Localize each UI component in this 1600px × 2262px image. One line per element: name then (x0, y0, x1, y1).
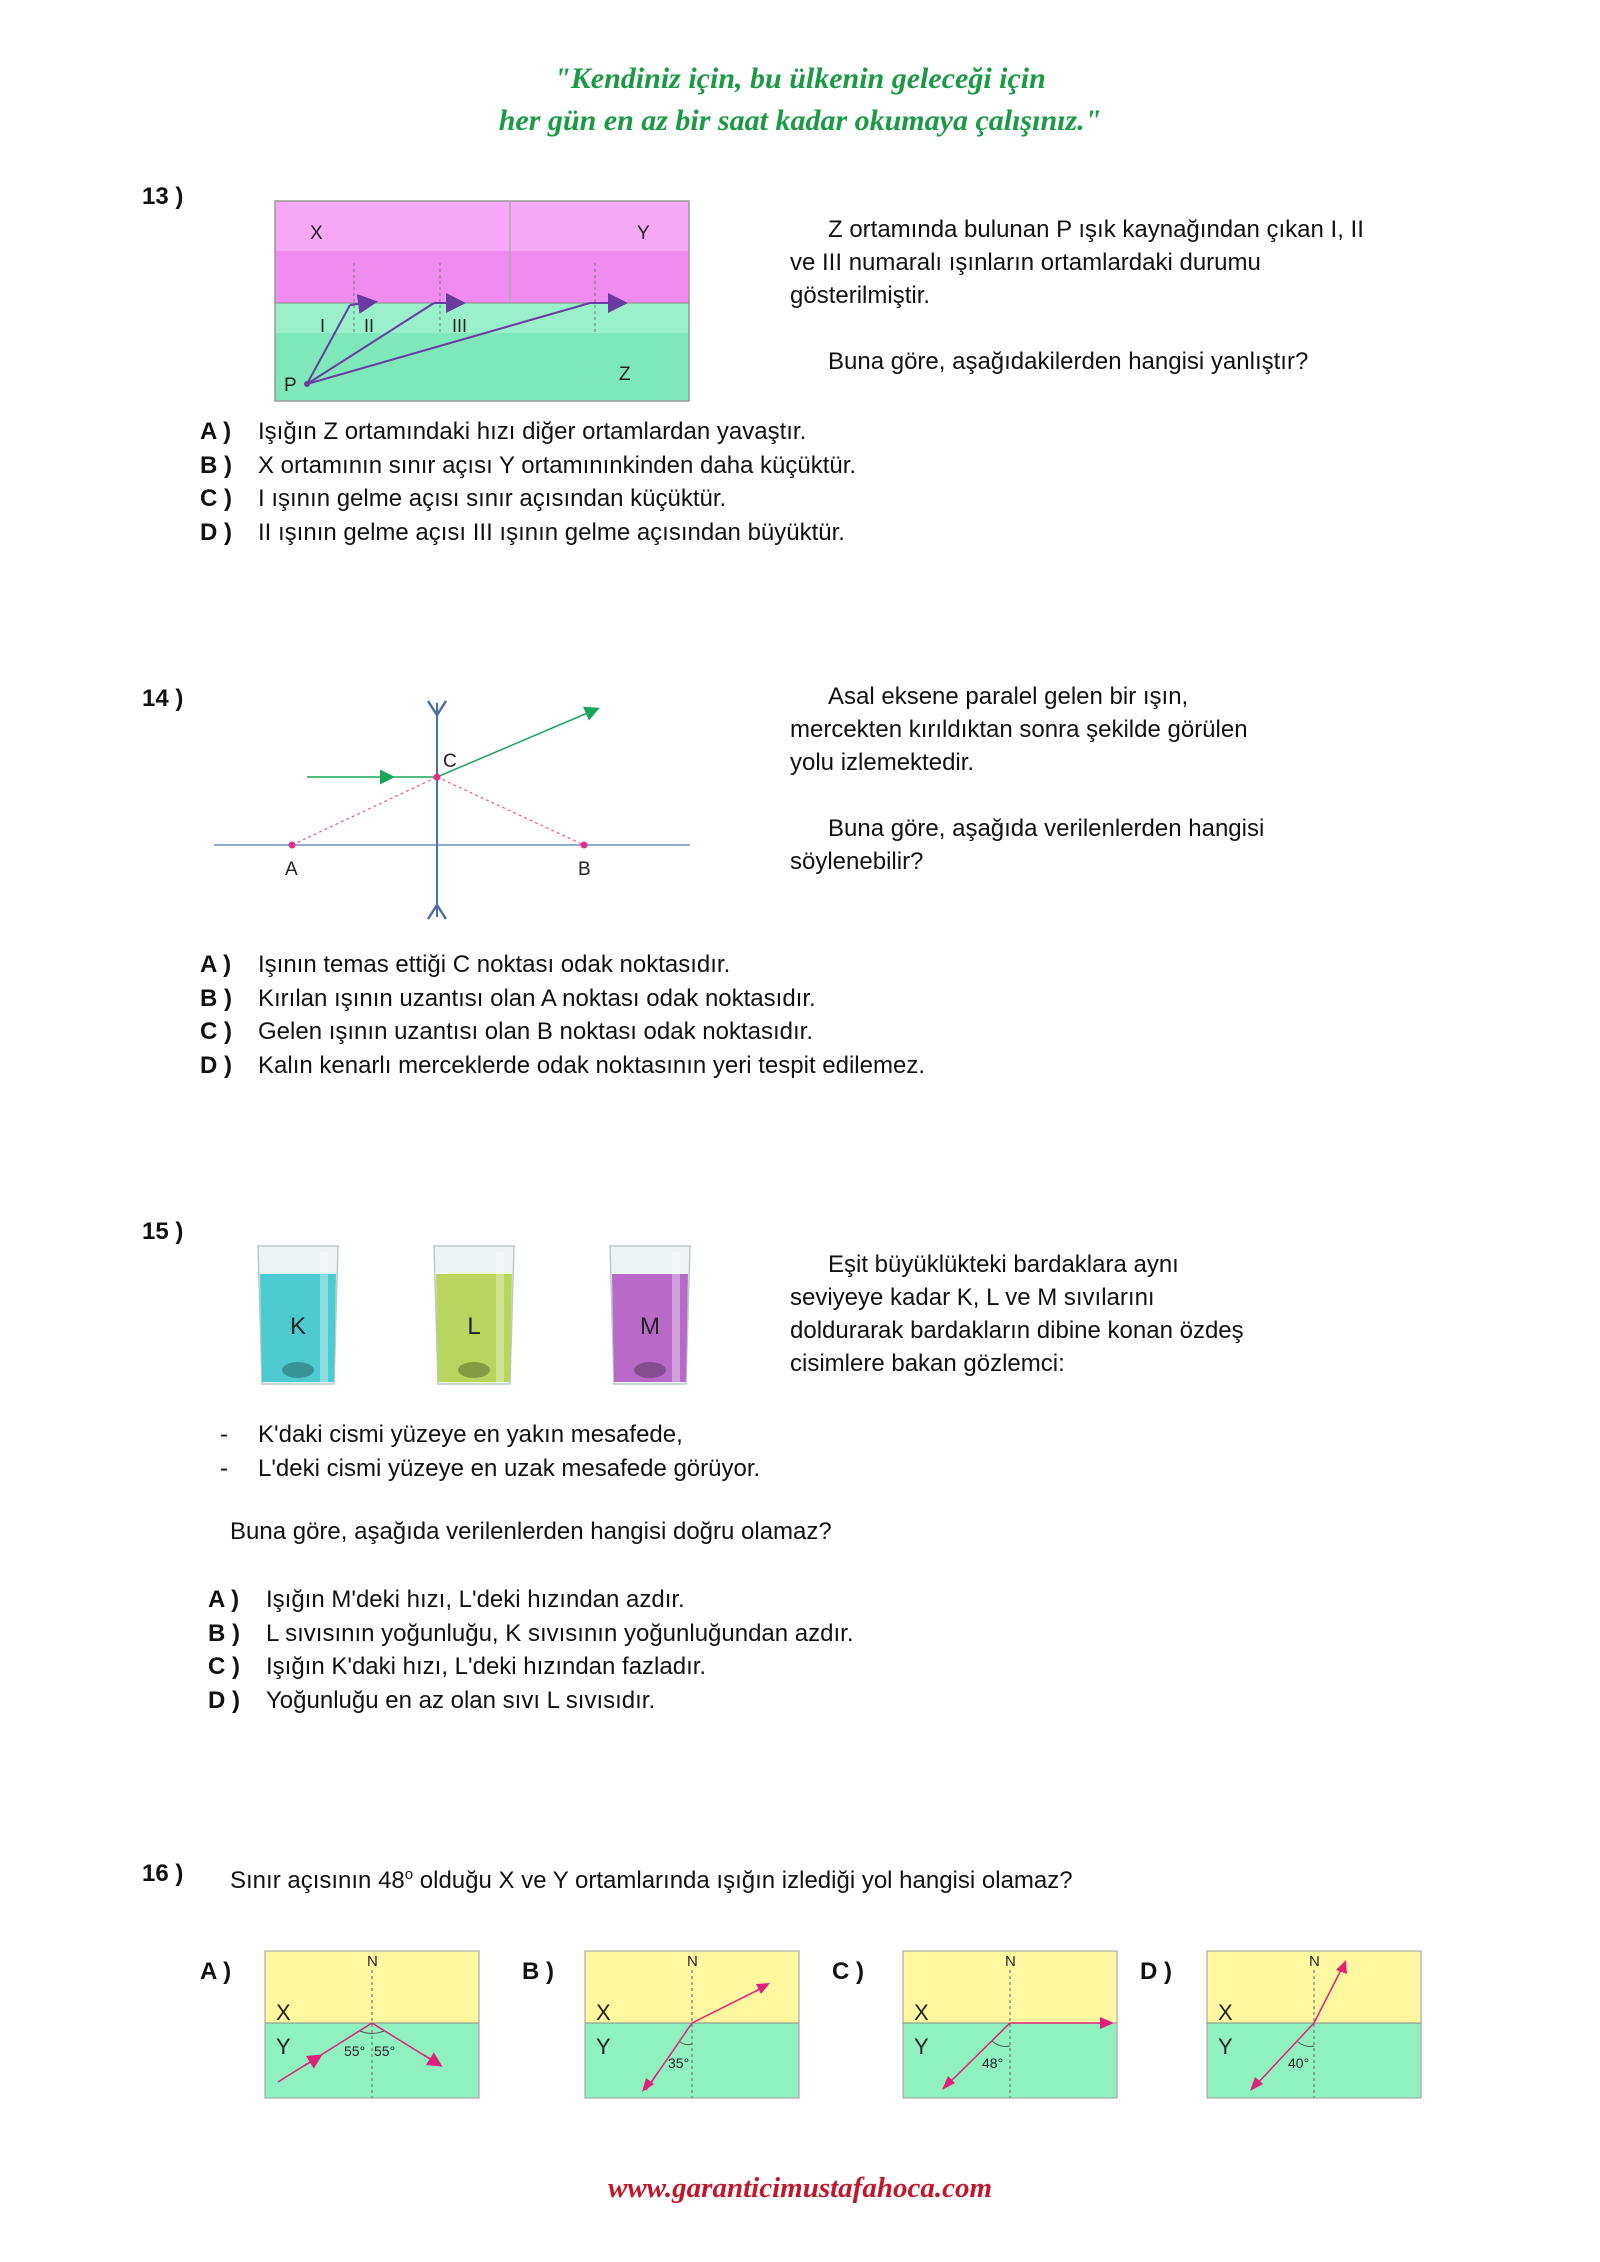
q16-option-b-label[interactable]: B ) (522, 1958, 554, 1985)
svg-text:X: X (1218, 2000, 1233, 2025)
q13-option-a[interactable]: A ) Işığın Z ortamındaki hızı diğer ortamlardan yavaştır. (200, 418, 807, 445)
svg-text:N: N (1005, 1953, 1016, 1970)
q15-observation-2: - L'deki cismi yüzeye en uzak mesafede görüyor. (220, 1454, 761, 1482)
q15-option-c[interactable]: C ) Işığın K'daki hızı, L'deki hızından fazladır. (208, 1653, 707, 1680)
label-b: B (578, 859, 591, 880)
svg-text:40°: 40° (1288, 2055, 1310, 2071)
glass-m-label: M (640, 1313, 660, 1340)
motto (0, 58, 1600, 142)
q15-options (208, 1583, 854, 1717)
q14-options (200, 948, 925, 1082)
q14-text (790, 680, 1270, 878)
q13-text-2: Buna göre, aşağıdakilerden hangisi yanlıştır? (828, 348, 1309, 375)
q15-text-1: Eşit büyüklükteki bardaklara aynı seviyeye kadar K, L ve M sıvılarını doldurarak bardakların dibine konan özdeş cisimlere bakan gözlemci: (790, 1251, 1244, 1377)
label-x: X (310, 223, 323, 244)
footer-url[interactable]: www.garanticimustafahoca.com (607, 2172, 993, 2204)
q13-option-c[interactable]: C ) I ışının gelme açısı sınır açısından küçüktür. (200, 485, 727, 512)
q15-question: Buna göre, aşağıda verilenlerden hangisi doğru olamaz? (230, 1518, 832, 1545)
q13-option-d[interactable]: D ) II ışının gelme açısı III ışının gelme açısından büyüktür. (200, 518, 845, 546)
q15-option-a[interactable]: A ) Işığın M'deki hızı, L'deki hızından azdır. (208, 1586, 685, 1613)
motto-line-2: her gün en az bir saat kadar okumaya çalışınız." (498, 104, 1102, 137)
q15-number: 15 ) (142, 1218, 184, 1245)
q16-option-a-figure[interactable] (264, 1950, 480, 2100)
label-c: C (443, 751, 457, 772)
svg-text:X: X (276, 2000, 291, 2025)
q14-option-d[interactable]: D ) Kalın kenarlı merceklerde odak noktasının yeri tespit edilemez. (200, 1051, 925, 1079)
q15-observations (220, 1418, 760, 1485)
q16-option-c-label[interactable]: C ) (832, 1958, 864, 1985)
svg-text:X: X (596, 2000, 611, 2025)
svg-text:X: X (914, 2000, 929, 2025)
label-a: A (285, 859, 298, 880)
svg-text:N: N (687, 1953, 698, 1970)
q13-text-1: Z ortamında bulunan P ışık kaynağından çıkan I, II ve III numaralı ışınların ortamlardaki durumu gösterilmiştir. (790, 216, 1364, 309)
glass-k (258, 1246, 338, 1384)
q15-text (790, 1248, 1250, 1380)
q15-observation-1: - K'daki cismi yüzeye en yakın mesafede, (220, 1421, 683, 1448)
q15-option-b[interactable]: B ) L sıvısının yoğunluğu, K sıvısının yoğunluğundan azdır. (208, 1619, 854, 1647)
glass-m (610, 1246, 690, 1384)
label-p: P (284, 375, 297, 396)
q14-text-2: Buna göre, aşağıda verilenlerden hangisi söylenebilir? (790, 815, 1265, 875)
svg-text:Y: Y (276, 2034, 291, 2059)
motto-line-1: "Kendiniz için, bu ülkenin geleceği için (554, 62, 1046, 95)
q13-figure (272, 198, 694, 404)
q13-options (200, 415, 856, 549)
q14-text-1: Asal eksene paralel gelen bir ışın, mercekten kırıldıktan sonra şekilde görülen yolu izlemektedir. (790, 683, 1248, 776)
glass-l-label: L (467, 1313, 481, 1340)
q16-option-c-figure[interactable] (902, 1950, 1118, 2100)
label-ray-3: III (452, 316, 468, 336)
q14-option-b[interactable]: B ) Kırılan ışının uzantısı olan A noktası odak noktasıdır. (200, 984, 816, 1012)
q15-figure (250, 1238, 720, 1398)
svg-text:Y: Y (914, 2034, 929, 2059)
svg-text:Y: Y (596, 2034, 611, 2059)
q14-option-a[interactable]: A ) Işının temas ettiği C noktası odak noktasıdır. (200, 951, 731, 978)
q15-option-d[interactable]: D ) Yoğunluğu en az olan sıvı L sıvısıdır. (208, 1686, 656, 1714)
q16-option-d-label[interactable]: D ) (1140, 1958, 1172, 1985)
glass-l (434, 1246, 514, 1384)
q16-option-a-label[interactable]: A ) (200, 1958, 232, 1985)
q13-text (790, 213, 1380, 378)
svg-text:N: N (367, 1953, 378, 1970)
q14-figure (212, 695, 692, 925)
svg-text:55°: 55° (344, 2043, 366, 2059)
q16-text: Sınır açısının 48$^o$ olduğu X ve Y ortamlarında ışığın izlediği yol hangisi olamaz? (230, 1866, 1073, 1894)
q13-number: 13 ) (142, 183, 184, 210)
label-ray-2: II (364, 316, 375, 336)
glass-k-label: K (289, 1313, 307, 1340)
q14-option-c[interactable]: C ) Gelen ışının uzantısı olan B noktası odak noktasıdır. (200, 1018, 813, 1045)
q13-option-b[interactable]: B ) X ortamının sınır açısı Y ortamınınkinden daha küçüktür. (200, 451, 857, 479)
svg-text:N: N (1309, 1953, 1320, 1970)
q16-option-b-figure[interactable] (584, 1950, 800, 2100)
svg-text:55°: 55° (374, 2043, 396, 2059)
label-z: Z (619, 364, 631, 385)
label-ray-1: I (320, 316, 326, 336)
label-y: Y (637, 223, 650, 244)
svg-text:48°: 48° (982, 2055, 1004, 2071)
q16-number: 16 ) (142, 1860, 184, 1887)
svg-text:35°: 35° (668, 2055, 690, 2071)
q16-option-d-figure[interactable] (1206, 1950, 1422, 2100)
q14-number: 14 ) (142, 685, 184, 712)
svg-text:Y: Y (1218, 2034, 1233, 2059)
